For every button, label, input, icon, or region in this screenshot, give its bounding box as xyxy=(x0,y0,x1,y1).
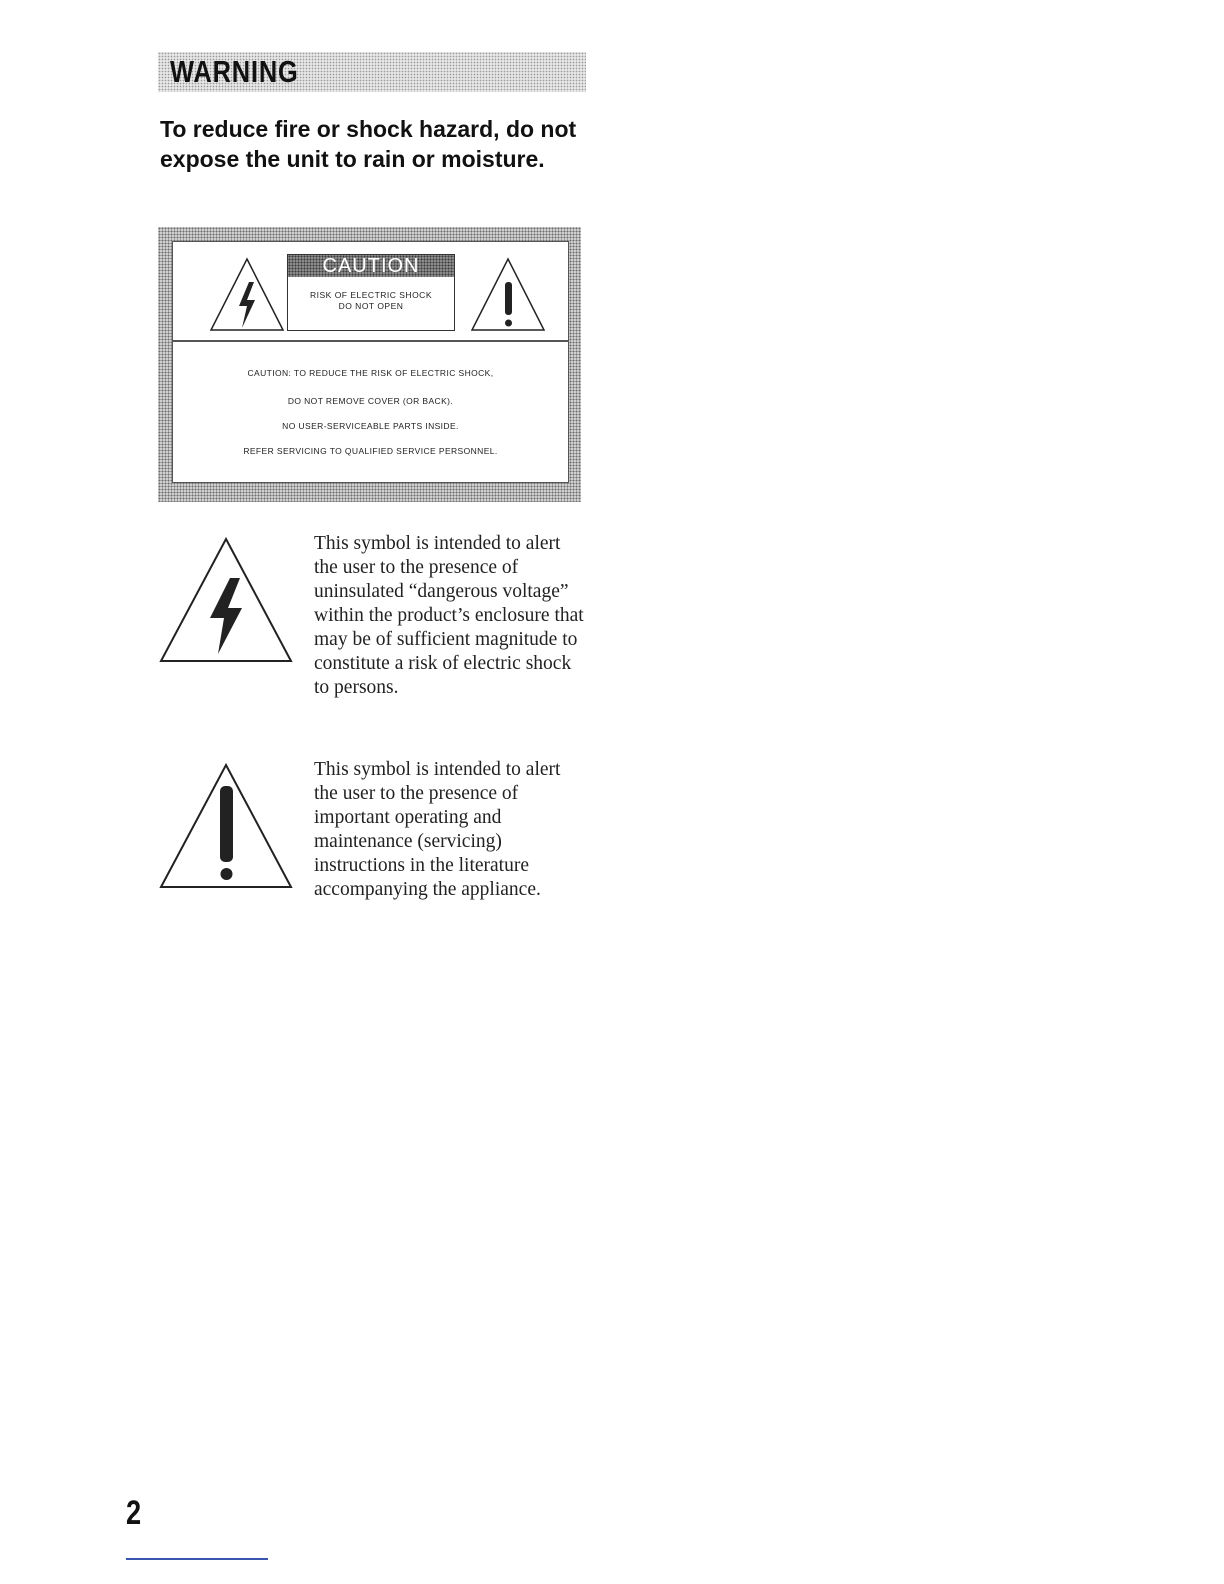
caution-label-area xyxy=(172,241,569,341)
exclamation-warning-icon xyxy=(470,256,546,332)
symbol-description: This symbol is intended to alert the user to the presence of uninsulated “dangerous voltage” within the product’s enclosure that may be of sufficient magnitude to constitute a risk of electric shock to persons. xyxy=(314,533,584,698)
lightning-warning-icon xyxy=(158,536,294,664)
caution-line: DO NOT REMOVE COVER (OR BACK). xyxy=(287,396,454,406)
footer-rule xyxy=(126,1558,268,1560)
exclamation-warning-icon xyxy=(158,762,294,890)
caution-line: NO USER-SERVICEABLE PARTS INSIDE. xyxy=(282,421,459,431)
caution-label-box xyxy=(287,254,455,331)
hazard-heading: To reduce fire or shock hazard, do not expose the unit to rain or moisture. xyxy=(160,116,577,172)
page-number: 2 xyxy=(126,1494,142,1532)
caution-line: CAUTION: TO REDUCE THE RISK OF ELECTRIC SHOCK, xyxy=(247,368,494,378)
do-not-open-text: DO NOT OPEN xyxy=(338,301,404,311)
warning-banner xyxy=(158,52,586,92)
caution-line: REFER SERVICING TO QUALIFIED SERVICE PERSONNEL. xyxy=(243,446,498,456)
caution-instructions-area xyxy=(172,341,569,483)
caution-title: CAUTION xyxy=(288,255,454,277)
warning-label: WARNING xyxy=(170,54,299,89)
lightning-warning-icon xyxy=(209,256,285,332)
caution-panel xyxy=(158,227,581,502)
symbol-description: This symbol is intended to alert the user to the presence of important operating and maintenance (servicing) instructions in the literature accompanying the appliance. xyxy=(314,759,561,900)
risk-of-shock-text: RISK OF ELECTRIC SHOCK xyxy=(310,290,432,300)
